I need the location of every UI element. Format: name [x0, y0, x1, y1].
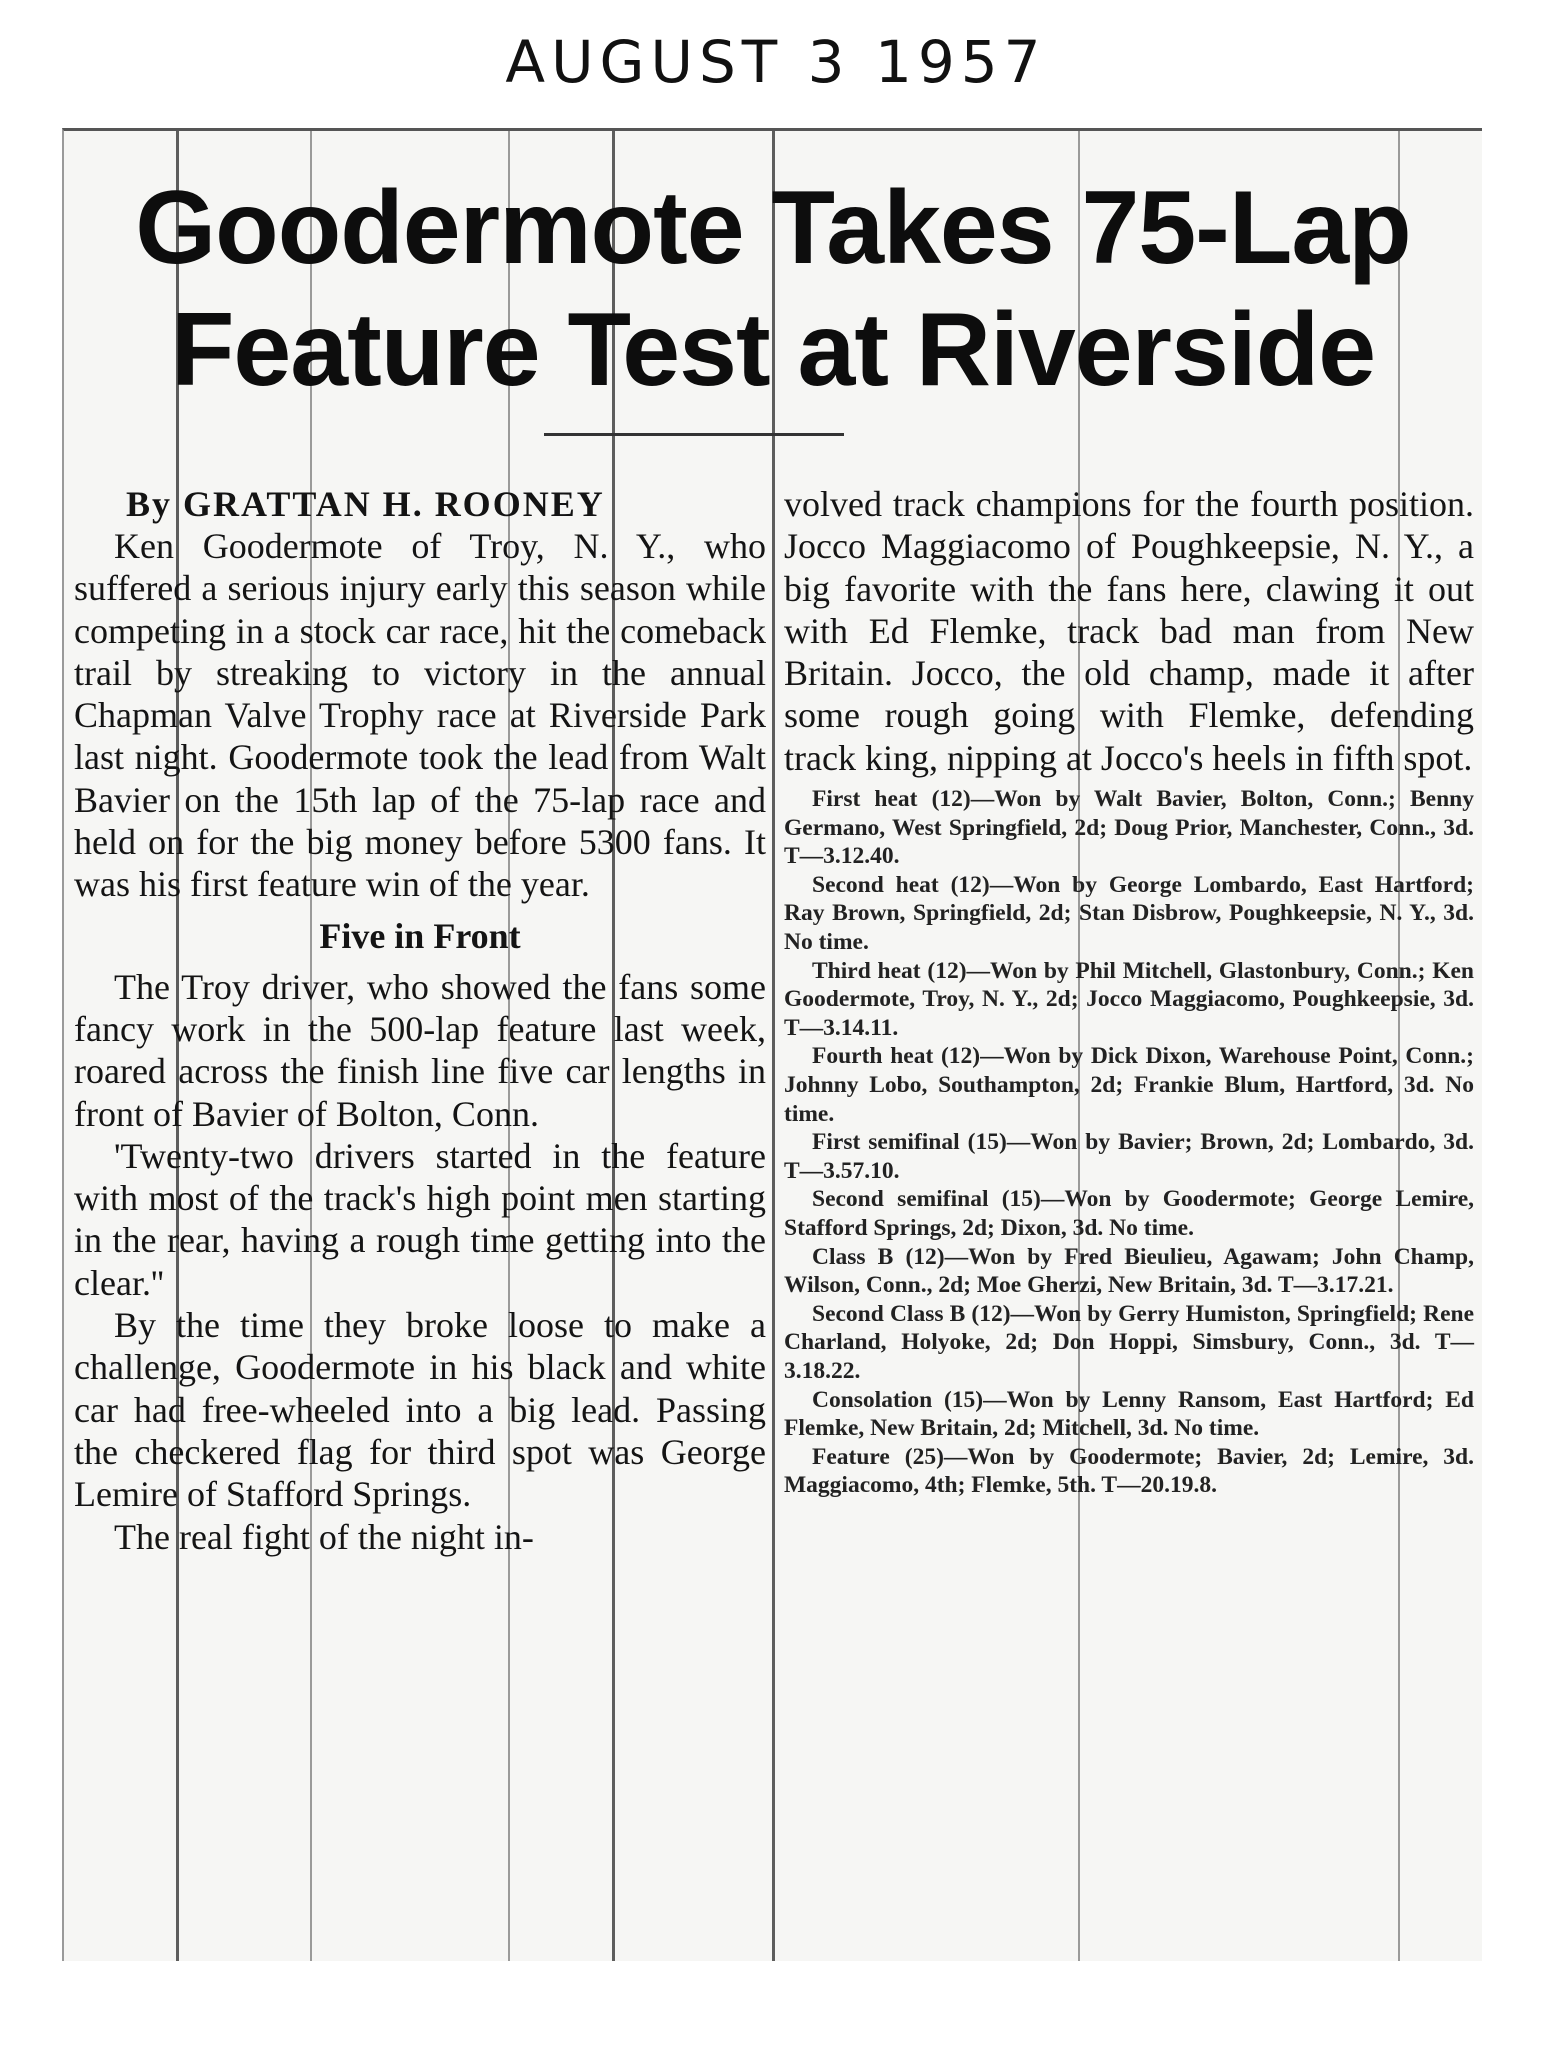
article-paragraph: 'Twenty-two drivers started in the feature with most of the track's high point men starting in the rear, having a rough time getting into the clear.'': [74, 1135, 766, 1303]
subheading: Five in Front: [319, 915, 521, 956]
headline-rule: [544, 433, 844, 436]
article-paragraph: The real fight of the night in-: [114, 1516, 534, 1557]
headline: [64, 167, 1482, 411]
result-entry: Fourth heat (12)—Won by Dick Dixon, Warehouse Point, Conn.; Johnny Lobo, Southampton, 2d; Frankie Blum, Hartford, 3d. No time.: [784, 1043, 1474, 1127]
article-column-1: [74, 483, 766, 1558]
article-paragraph: volved track champions for the fourth position. Jocco Maggiacomo of Poughkeepsie, N. Y., a big favorite with the fans here, clawing it out with Ed Flemke, track bad man from New Britain. Jocco, the old champ, made it after some rough going with Flemke, defending track king, nipping at Jocco's heels in fifth spot.: [784, 484, 1474, 778]
result-entry: Second semifinal (15)—Won by Goodermote; George Lemire, Stafford Springs, 2d; Dixon, 3d. No time.: [784, 1186, 1474, 1241]
result-entry: Second Class B (12)—Won by Gerry Humiston, Springfield; Rene Charland, Holyoke, 2d; Don Hoppi, Simsbury, Conn., 3d. T—3.18.22.: [784, 1300, 1474, 1384]
headline-line-2: Feature Test at Riverside: [170, 292, 1376, 408]
result-entry: First heat (12)—Won by Walt Bavier, Bolton, Conn.; Benny Germano, West Springfield, 2d; Doug Prior, Manchester, Conn., 3d. T—3.12.40.: [784, 786, 1474, 870]
result-entry: Feature (25)—Won by Goodermote; Bavier, 2d; Lemire, 3d. Maggiacomo, 4th; Flemke, 5th. T—20.19.8.: [784, 1443, 1474, 1499]
article-paragraph: Ken Goodermote of Troy, N. Y., who suffered a serious injury early this season while competing in a stock car race, hit the comeback trail by streaking to victory in the annual Chapman Valve Trophy race at Riverside Park last night. Goodermote took the lead from Walt Bavier on the 15th lap of the 75-lap race and held on for the big money before 5300 fans. It was his first feature win of the year.: [74, 526, 766, 905]
result-entry: Consolation (15)—Won by Lenny Ransom, East Hartford; Ed Flemke, New Britain, 2d; Mitchell, 3d. No time.: [784, 1386, 1474, 1442]
result-entry: Third heat (12)—Won by Phil Mitchell, Glastonbury, Conn.; Ken Goodermote, Troy, N. Y., 2d; Jocco Maggiacomo, Poughkeepsie, 3d. T—3.14.11.: [784, 957, 1474, 1041]
article-paragraph: The Troy driver, who showed the fans some fancy work in the 500-lap feature last week, roared across the finish line five car lengths in front of Bavier of Bolton, Conn.: [74, 966, 766, 1134]
result-entry: Class B (12)—Won by Fred Bieulieu, Agawam; John Champ, Wilson, Conn., 2d; Moe Gherzi, New Britain, 3d. T—3.17.21.: [784, 1243, 1474, 1299]
byline: By GRATTAN H. ROONEY: [126, 484, 605, 524]
race-results: [784, 785, 1474, 1500]
dateline: AUGUST 3 1957: [505, 28, 1047, 96]
result-entry: First semifinal (15)—Won by Bavier; Brown, 2d; Lombardo, 3d. T—3.57.10.: [784, 1129, 1474, 1184]
result-entry: Second heat (12)—Won by George Lombardo, East Hartford; Ray Brown, Springfield, 2d; Stan Disbrow, Poughkeepsie, N. Y., 3d. No time.: [784, 871, 1474, 956]
headline-line-1: Goodermote Takes 75-Lap: [135, 170, 1411, 286]
article-paragraph: By the time they broke loose to make a challenge, Goodermote in his black and white car had free-wheeled into a big lead. Passing the checkered flag for third spot was George Lemire of Stafford Springs.: [74, 1305, 766, 1515]
newspaper-clipping: [62, 128, 1482, 1961]
article-column-2: [784, 483, 1474, 1500]
